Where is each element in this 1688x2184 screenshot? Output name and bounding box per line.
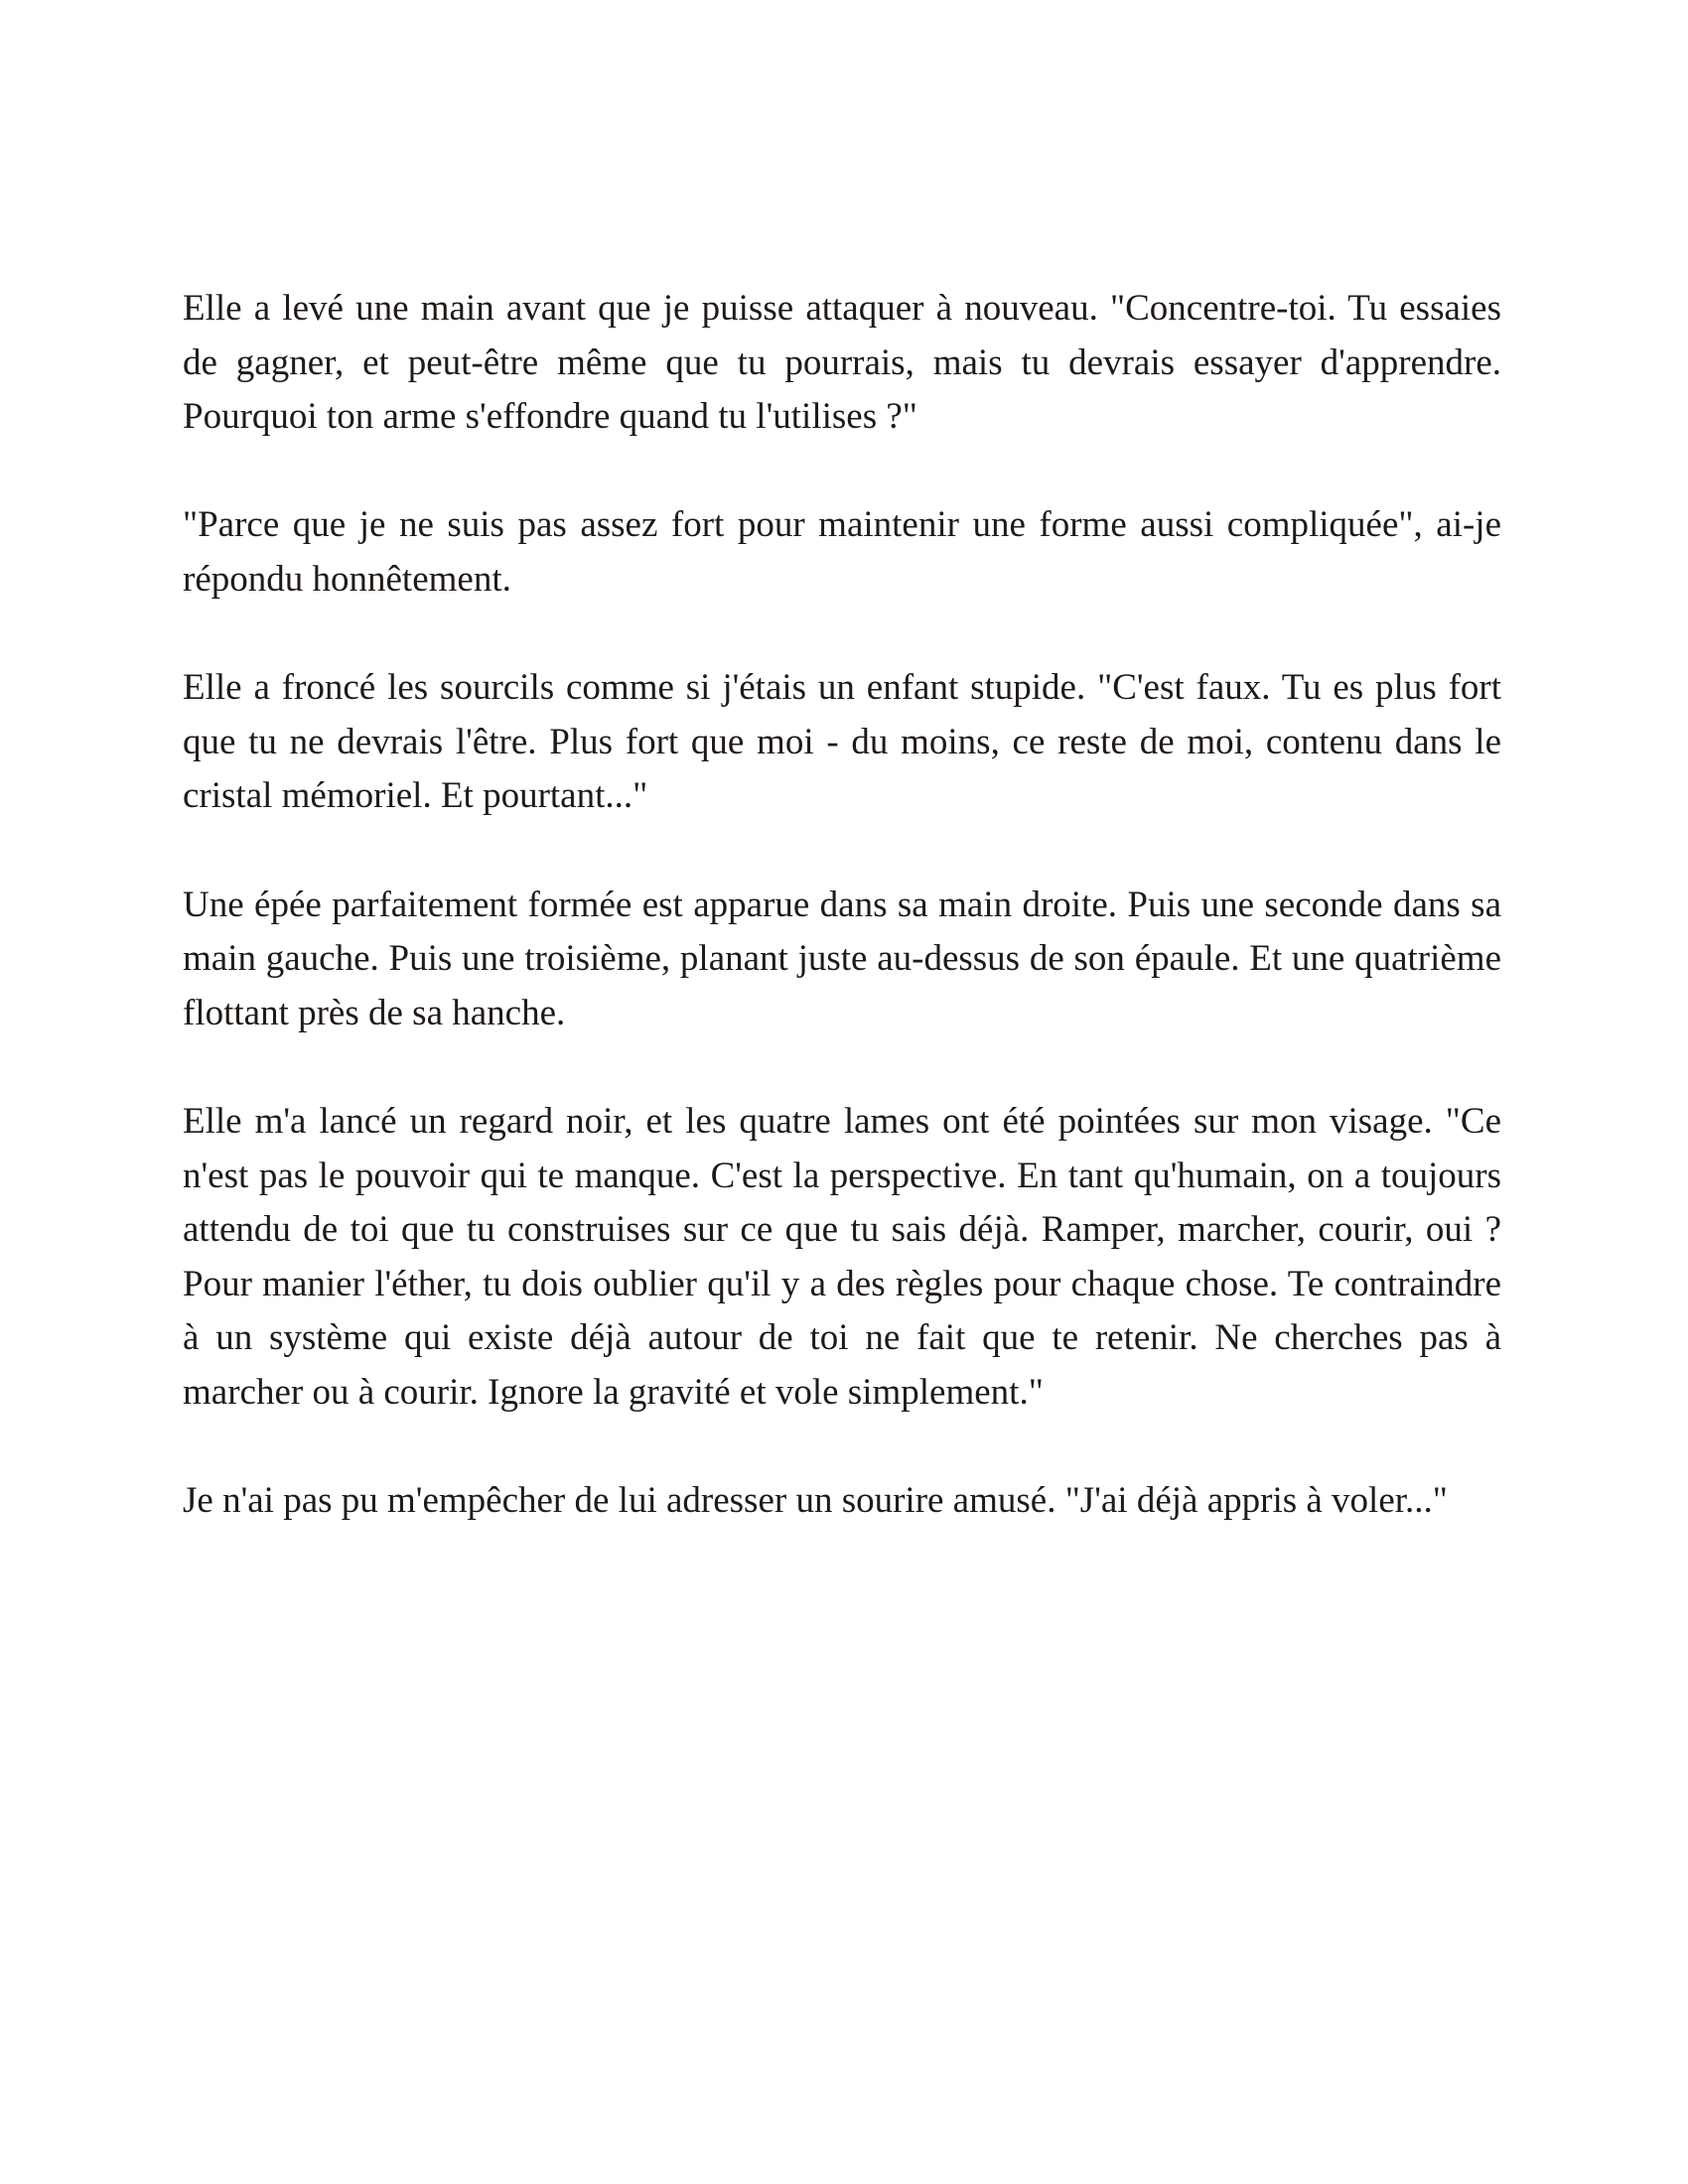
body-text <box>183 282 1501 1529</box>
paragraph-6: Je n'ai pas pu m'empêcher de lui adresser un sourire amusé. "J'ai déjà appris à voler..." <box>183 1480 1448 1522</box>
paragraph-5: Elle m'a lancé un regard noir, et les quatre lames ont été pointées sur mon visage. "Ce n'est pas le pouvoir qui te manque. C'est la perspective. En tant qu'humain, on a toujours attendu de toi que tu construises sur ce que tu sais déjà. Ramper, marcher, courir, oui ? Pour manier l'éther, tu dois oublier qu'il y a des règles pour chaque chose. Te contraindre à un système qui existe déjà autour de toi ne fait que te retenir. Ne cherches pas à marcher ou à courir. Ignore la gravité et vole simplement." <box>183 1100 1501 1413</box>
paragraph-4: Une épée parfaitement formée est apparue dans sa main droite. Puis une seconde dans sa main gauche. Puis une troisième, planant juste au-dessus de son épaule. Et une quatrième flottant près de sa hanche. <box>183 884 1501 1033</box>
paragraph-3: Elle a froncé les sourcils comme si j'étais un enfant stupide. "C'est faux. Tu es plus fort que tu ne devrais l'être. Plus fort que moi - du moins, ce reste de moi, contenu dans le cristal mémoriel. Et pourtant..." <box>183 667 1501 817</box>
paragraph-1: Elle a levé une main avant que je puisse attaquer à nouveau. "Concentre-toi. Tu essaies de gagner, et peut-être même que tu pourrais, mais tu devrais essayer d'apprendre. Pourquoi ton arme s'effondre quand tu l'utilises ?" <box>183 288 1501 438</box>
paragraph-2: "Parce que je ne suis pas assez fort pour maintenir une forme aussi compliquée", ai-je répondu honnêtement. <box>183 504 1501 600</box>
